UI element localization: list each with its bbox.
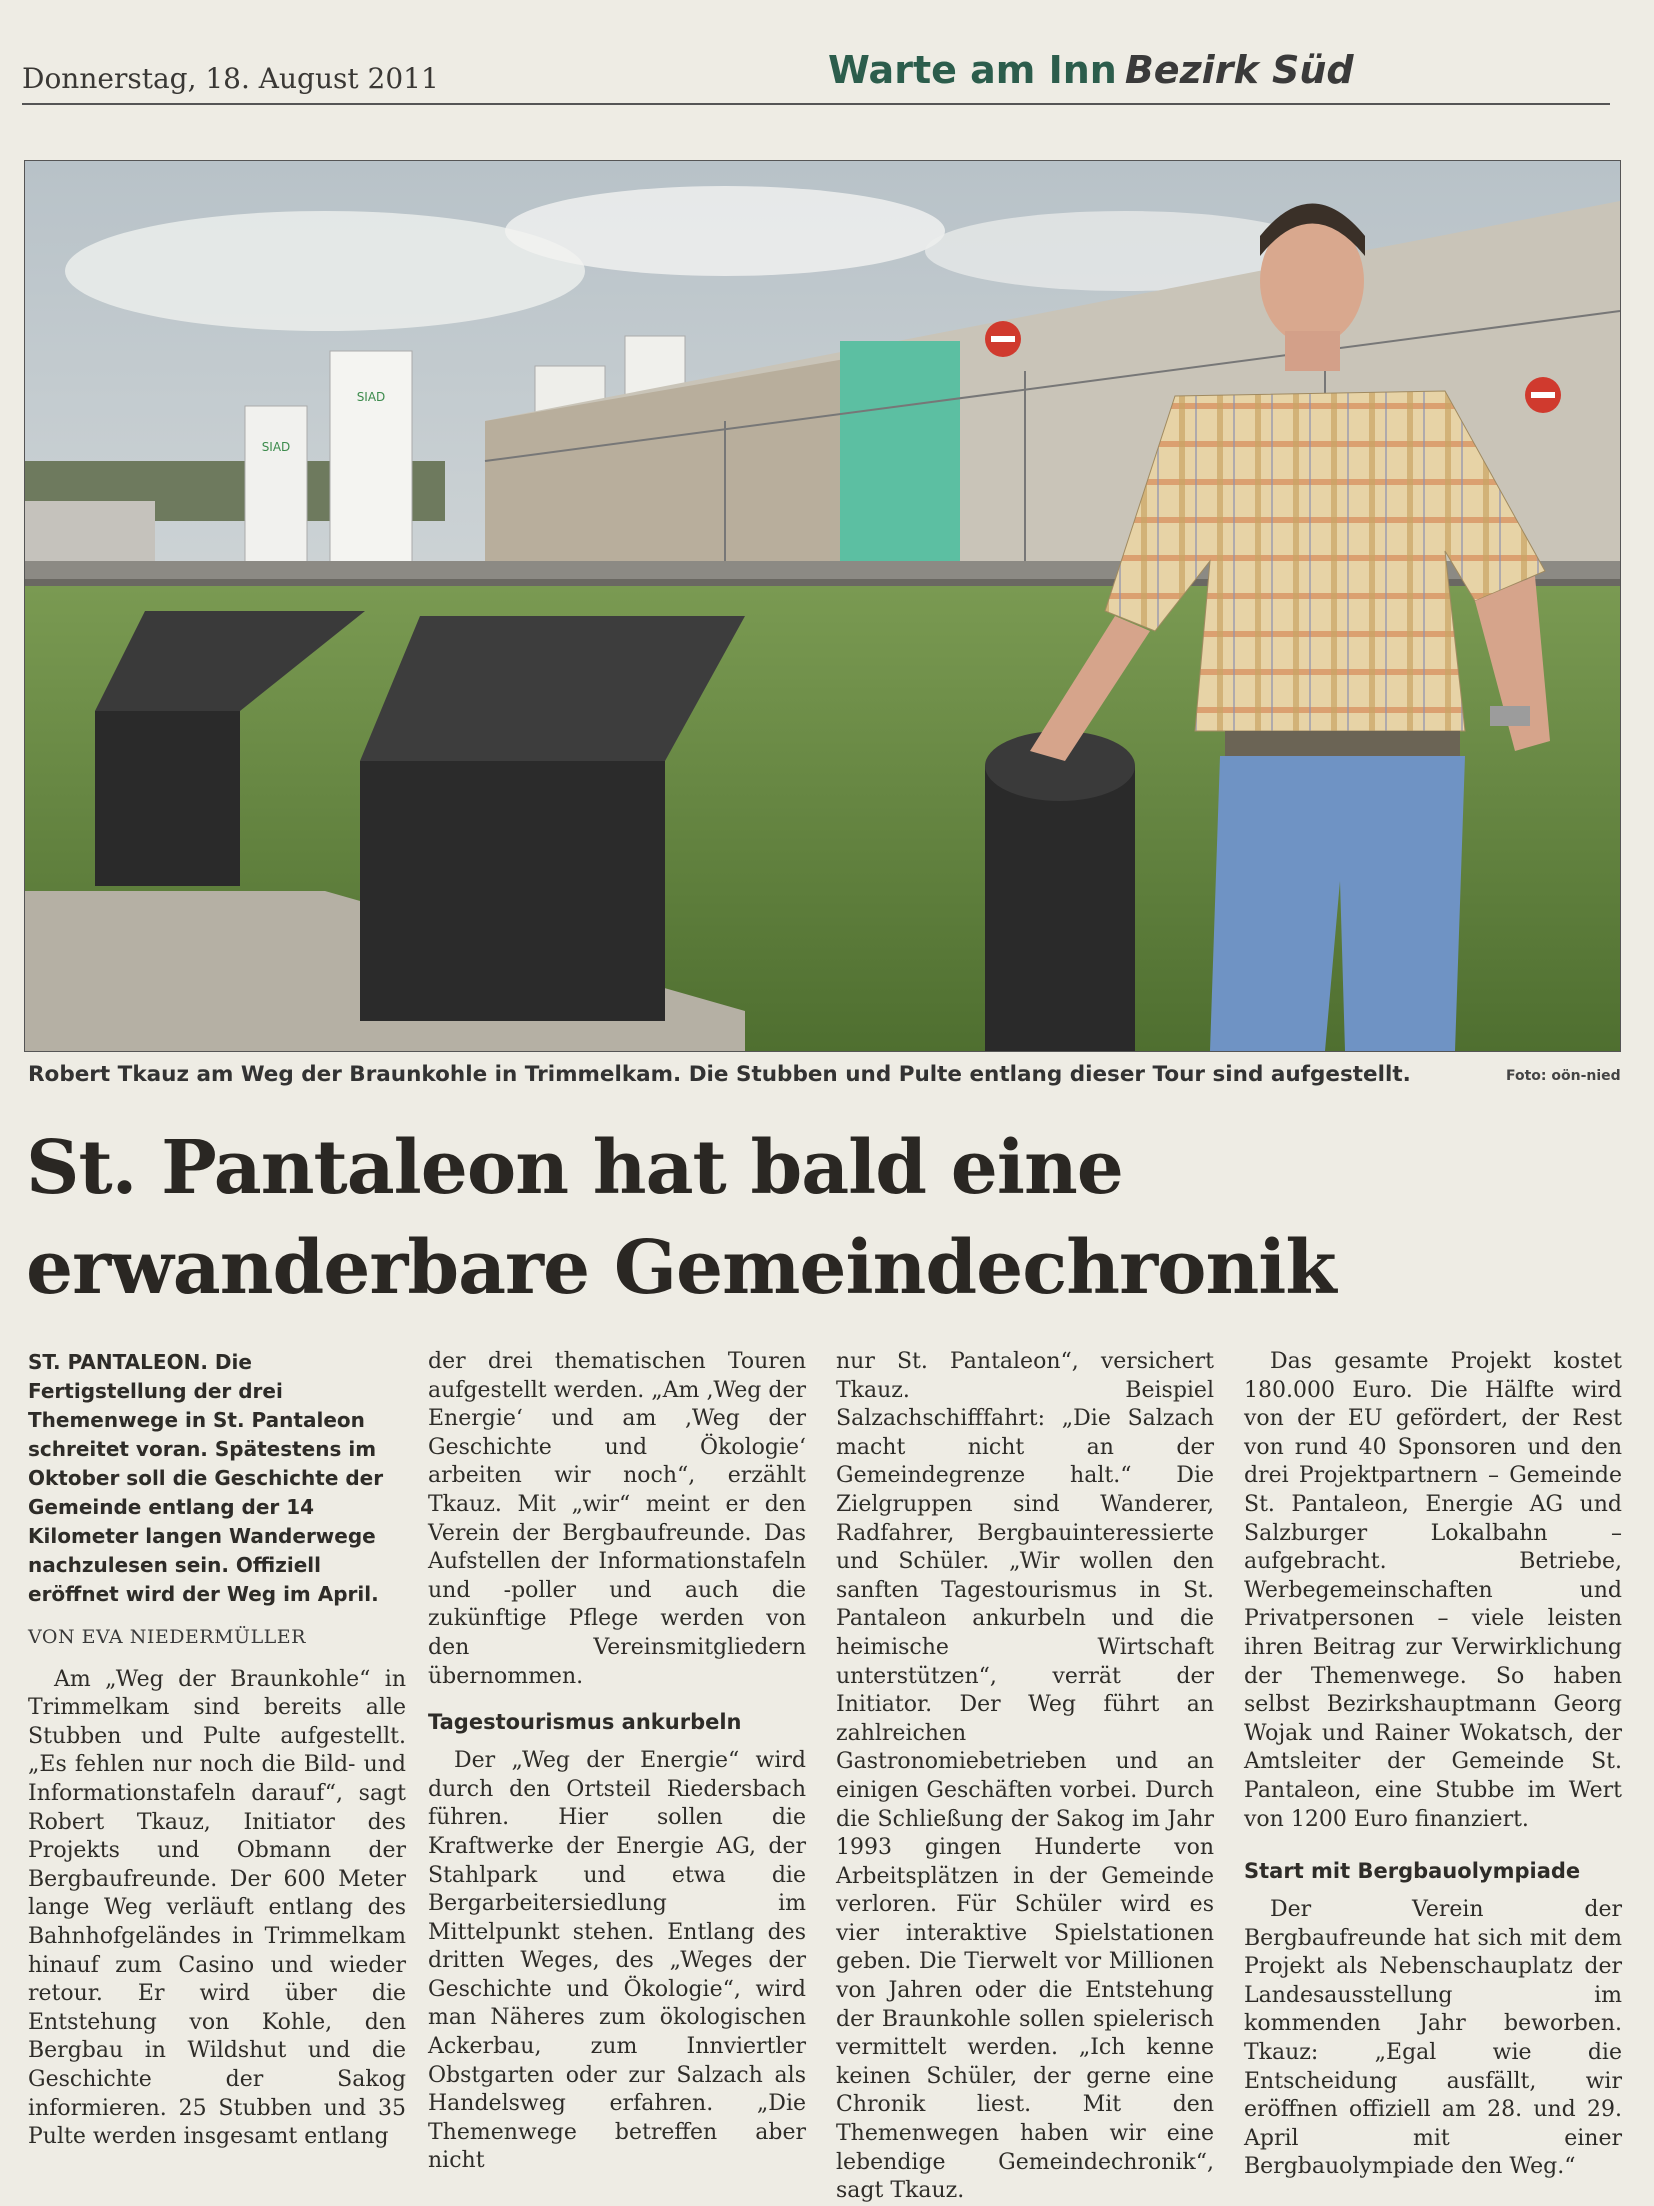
masthead-section: Bezirk Süd [1124, 48, 1354, 92]
article-photo [24, 160, 1621, 1052]
article-column-3 [836, 1348, 1214, 2206]
headline-line-1: St. Pantaleon hat bald eine [26, 1125, 1123, 1211]
subheading: Tagestourismus ankurbeln [428, 1710, 742, 1735]
masthead [828, 48, 1354, 92]
paragraph: Das gesamte Projekt kostet 180.000 Euro. Die Hälfte wird von der EU gefördert, der Rest von rund 40 Sponsoren und den drei Projektpartnern – Gemeinde St. Pantaleon, Energie AG und Salzburger Lokalbahn – aufgebracht. Betriebe, Werbegemeinschaften und Privatpersonen – viele leisten ihren Beitrag zur Verwirklichung der Themenwege. So haben selbst Bezirkshauptmann Georg Wojak und Rainer Wokatsch, der Amtsleiter der Gemeinde St. Pantaleon, eine Stubbe im Wert von 1200 Euro finanziert. [1244, 1349, 1622, 1832]
tank-logo: SIAD [261, 440, 291, 454]
headline [26, 1118, 1626, 1318]
article-column-1 [28, 1348, 406, 2152]
photo-credit: Foto: oön-nied [1506, 1068, 1621, 1084]
issue-date: Donnerstag, 18. August 2011 [22, 62, 439, 95]
header-rule [22, 103, 1610, 105]
byline: VON EVA NIEDERMÜLLER [28, 1626, 306, 1648]
tank-logo: SIAD [356, 390, 386, 404]
paragraph: der drei thematischen Touren aufgestellt werden. „Am ‚Weg der Energie‘ und am ‚Weg der Geschichte und Ökologie‘ arbeiten wir noch“, erzählt Tkauz. Mit „wir“ meint er den Verein der Bergbaufreunde. Das Aufstellen der Informationstafeln und -poller und auch die zukünftige Pflege werden von den Vereinsmitgliedern übernommen. [428, 1349, 806, 1689]
paragraph: Am „Weg der Braunkohle“ in Trimmelkam sind bereits alle Stubben und Pulte aufgestellt. „Es fehlen nur noch die Bild- und Informationstafeln darauf“, sagt Robert Tkauz, Initiator des Projekts und Obmann der Bergbaufreunde. Der 600 Meter lange Weg verläuft entlang des Bahnhofgeländes in Trimmelkam hinauf zum Casino und wieder retour. Er wird über die Entstehung von Kohle, den Bergbau in Wildshut und die Geschichte der Sakog informieren. 25 Stubben und 35 Pulte werden insgesamt entlang [28, 1666, 406, 2150]
paragraph: Der Verein der Bergbaufreunde hat sich mit dem Projekt als Nebenschauplatz der Landesausstellung im kommenden Jahr beworben. Tkauz: „Egal wie die Entscheidung ausfällt, wir eröffnen offiziell am 28. und 29. April mit einer Bergbauolympiade den Weg.“ [1244, 1897, 1622, 2180]
article-column-2 [428, 1348, 806, 2176]
article-column-4 [1244, 1348, 1622, 2182]
subheading: Start mit Bergbauolympiade [1244, 1859, 1581, 1884]
paragraph: nur St. Pantaleon“, versichert Tkauz. Beispiel Salzachschifffahrt: „Die Salzach macht nicht an der Gemeindegrenze halt.“ Die Zielgruppen sind Wanderer, Radfahrer, Bergbauinteressierte und Schüler. „Wir wollen den sanften Tagestourismus in St. Pantaleon ankurbeln und die heimische Wirtschaft unterstützen“, verrät der Initiator. Der Weg führt an zahlreichen Gastronomiebetrieben und an einigen Geschäften vorbei. Durch die Schließung der Sakog im Jahr 1993 gingen Hunderte von Arbeitsplätzen in der Gemeinde verloren. Für Schüler wird es vier interaktive Spielstationen geben. Die Tierwelt vor Millionen von Jahren oder die Entstehung der Braunkohle sollen spielerisch vermittelt werden. „Ich kenne keinen Schüler, der gerne eine Chronik liest. Mit den Themenwegen haben wir eine lebendige Gemeindechronik“, sagt Tkauz. [836, 1349, 1214, 2204]
headline-line-2: erwanderbare Gemeindechronik [26, 1225, 1336, 1311]
photo-caption: Robert Tkauz am Weg der Braunkohle in Trimmelkam. Die Stubben und Pulte entlang dieser Tour sind aufgestellt. [28, 1062, 1411, 1087]
masthead-title: Warte am Inn [828, 48, 1117, 92]
paragraph: Der „Weg der Energie“ wird durch den Ortsteil Riedersbach führen. Hier sollen die Kraftwerke der Energie AG, der Stahlpark und etwa die Bergarbeitersiedlung im Mittelpunkt stehen. Entlang des dritten Weges, des „Weges der Geschichte und Ökologie“, wird man Näheres zum ökologischen Ackerbau, zum Innviertler Obstgarten oder zur Salzach als Handelsweg erfahren. „Die Themenwege betreffen aber nicht [428, 1748, 806, 2174]
article-lead: ST. PANTALEON. Die Fertigstellung der drei Themenwege in St. Pantaleon schreitet voran. Spätestens im Oktober soll die Geschichte der Gemeinde entlang der 14 Kilometer langen Wanderwege nachzulesen sein. Offiziell eröffnet wird der Weg im April. [28, 1350, 384, 1606]
